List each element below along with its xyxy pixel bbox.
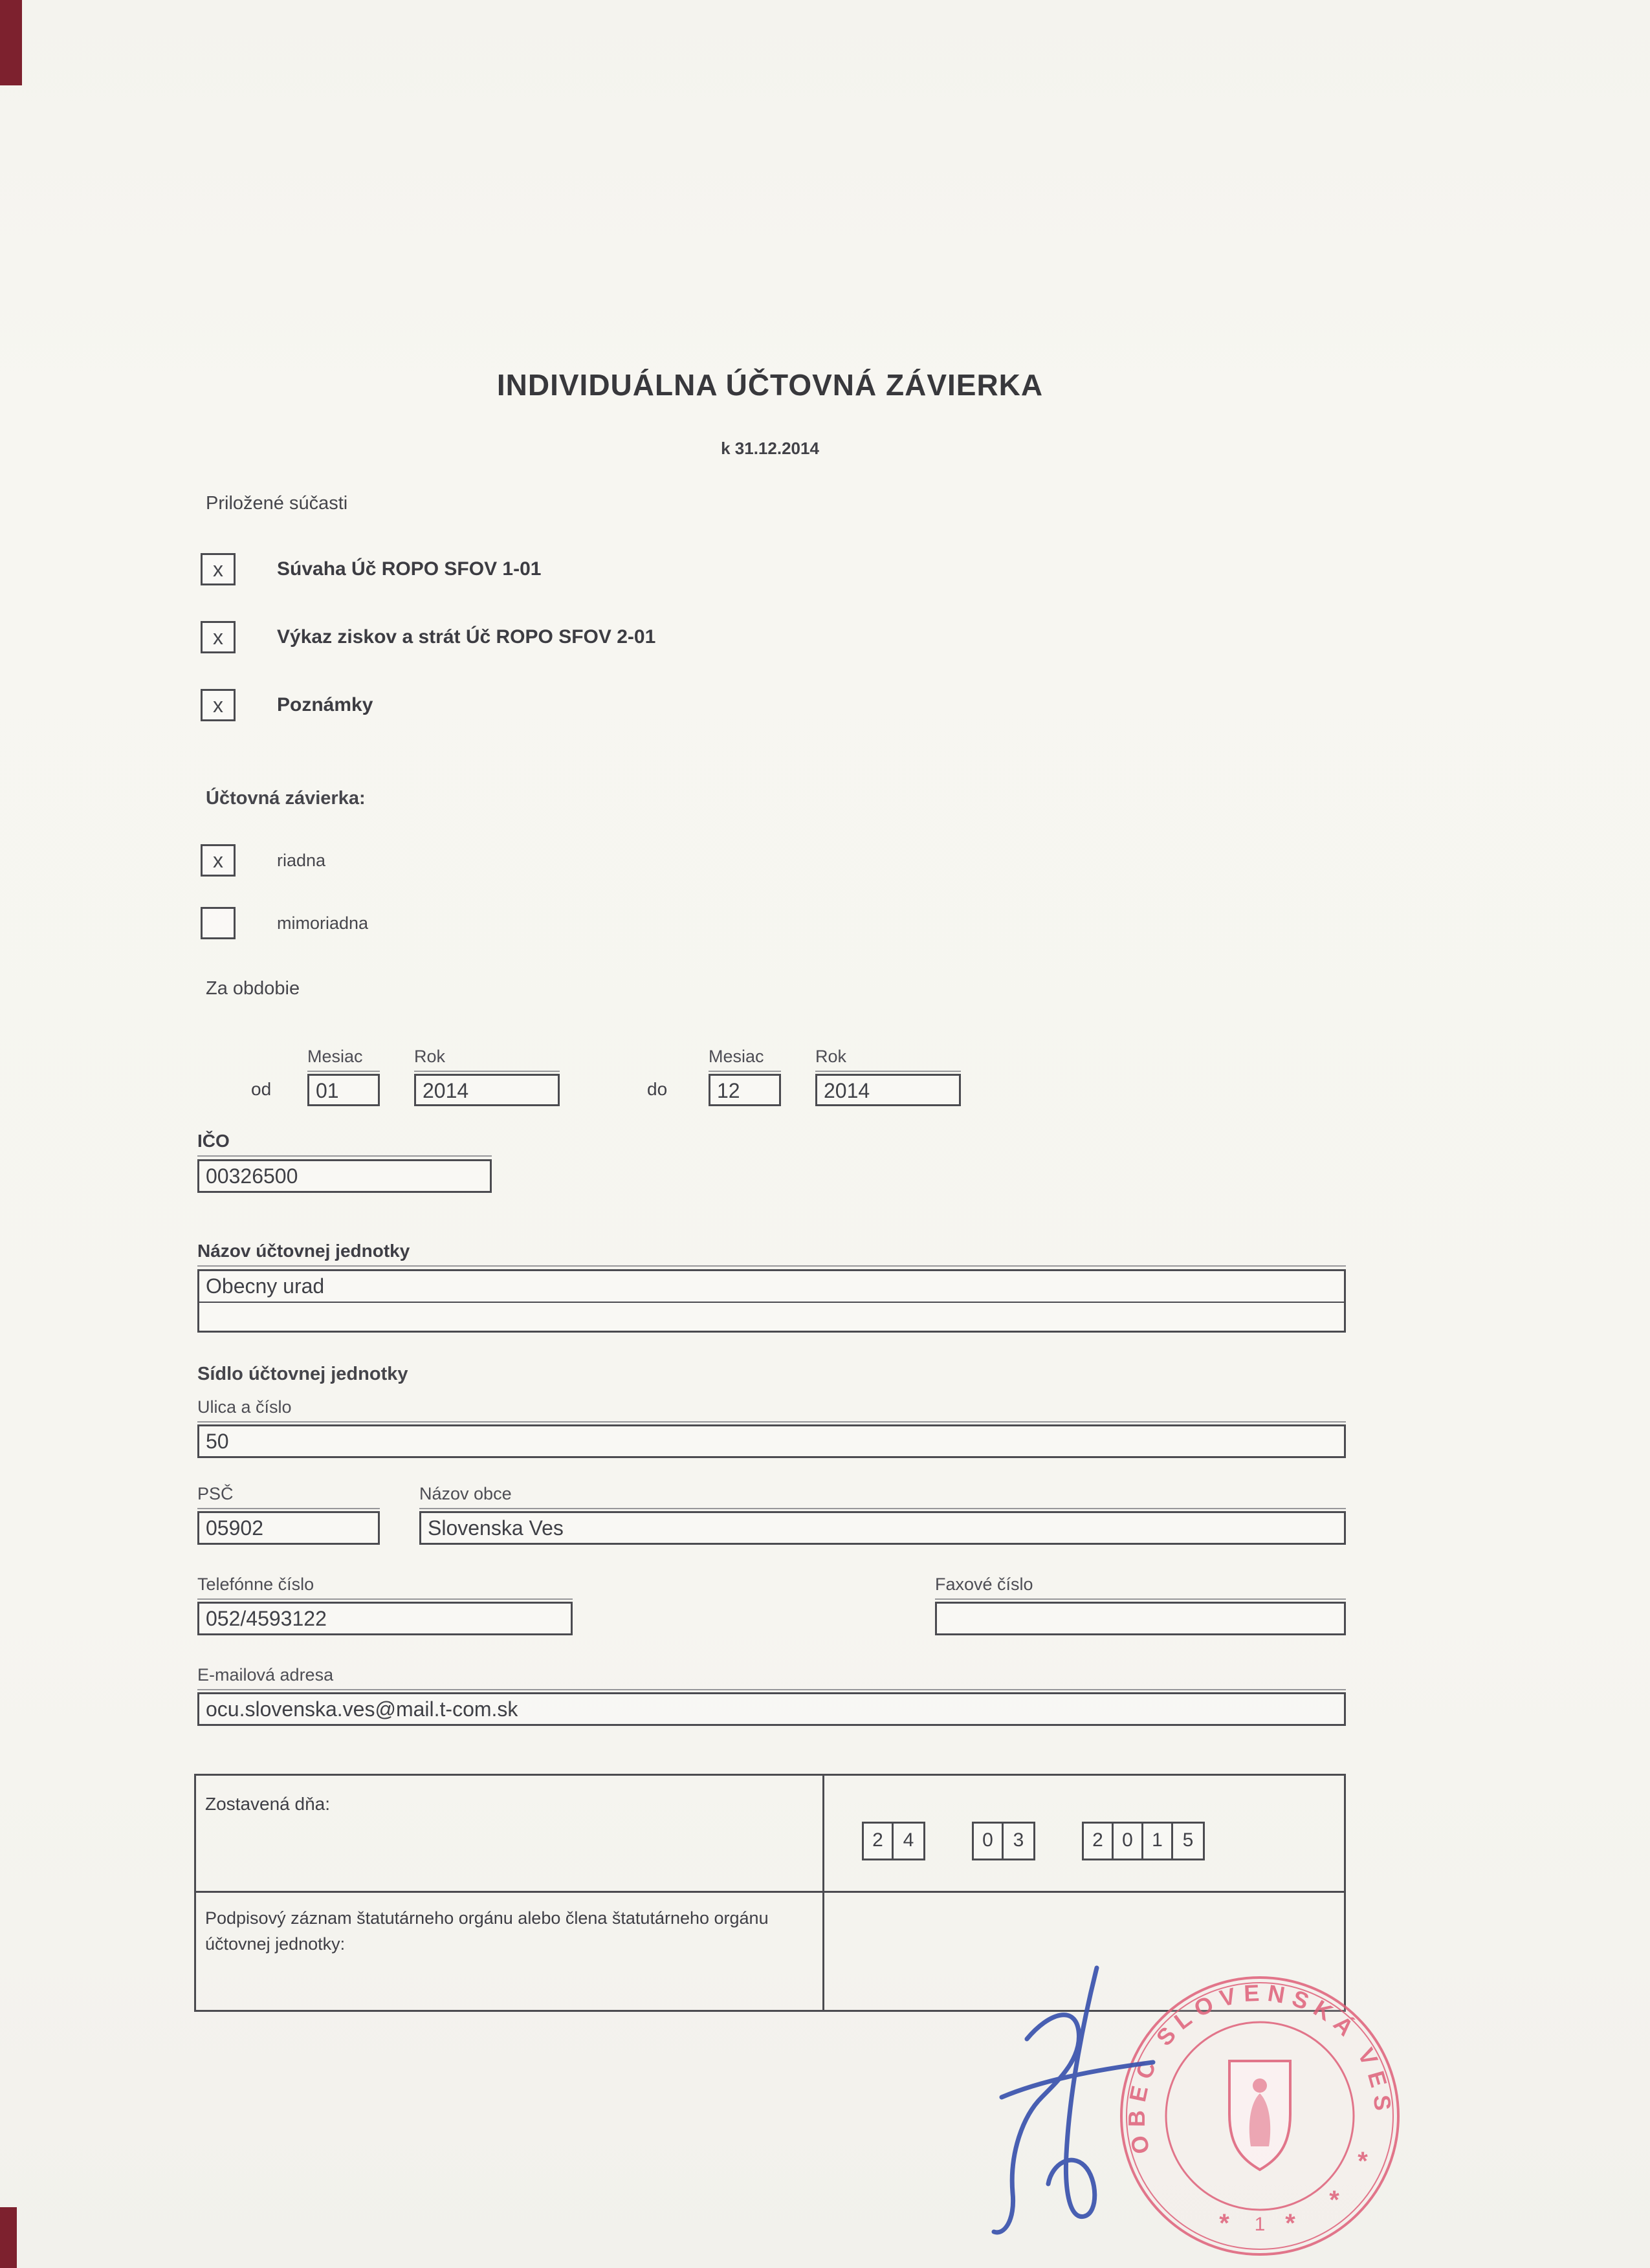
from-month-value: 01 (316, 1079, 339, 1102)
compiled-month-box (972, 1822, 1035, 1860)
scan-edge-artifact-top (0, 0, 22, 85)
phone-value: 052/4593122 (206, 1607, 327, 1630)
compiled-day-box (862, 1822, 925, 1860)
ico-field (197, 1159, 492, 1193)
stamp-star-icon: * (1358, 2147, 1368, 2175)
municipality-label: Názov obce (419, 1484, 1346, 1509)
street-field (197, 1424, 1346, 1458)
statement-row-mimoriadna (201, 907, 368, 939)
table-horizontal-divider (196, 1891, 1344, 1893)
period-heading: Za obdobie (206, 978, 300, 999)
entity-name-line2 (199, 1302, 1344, 1332)
stamp-star-icon: * (1329, 2186, 1339, 2214)
email-label: E-mailová adresa (197, 1665, 1346, 1690)
from-year-label: Rok (414, 1047, 560, 1072)
fax-label: Faxové číslo (935, 1575, 1346, 1600)
page-title: INDIVIDUÁLNA ÚČTOVNÁ ZÁVIERKA (496, 368, 1044, 402)
checkbox-mark: x (213, 626, 223, 649)
psc-field (197, 1511, 380, 1545)
entity-name-field (197, 1269, 1346, 1333)
checkbox-vykaz (201, 621, 236, 653)
stamp-figure-head (1253, 2078, 1267, 2093)
email-value: ocu.slovenska.ves@mail.t-com.sk (206, 1697, 518, 1721)
attachment-row-suvaha (201, 553, 541, 585)
ico-value: 00326500 (206, 1164, 298, 1188)
stamp-number: 1 (1254, 2214, 1266, 2235)
compiled-date-label: Zostavená dňa: (205, 1794, 331, 1814)
to-month-field (709, 1074, 781, 1106)
seat-heading: Sídlo účtovnej jednotky (197, 1364, 408, 1384)
entity-name-value: Obecny urad (206, 1274, 325, 1298)
checkbox-suvaha (201, 553, 236, 585)
from-month-field (307, 1074, 380, 1106)
to-month-value: 12 (717, 1079, 740, 1102)
day-digit-2: 4 (903, 1829, 914, 1851)
email-field (197, 1692, 1346, 1726)
street-label: Ulica a číslo (197, 1397, 1346, 1423)
to-year-value: 2014 (824, 1079, 870, 1102)
from-year-value: 2014 (423, 1079, 469, 1102)
year-digit-3: 1 (1143, 1824, 1173, 1859)
to-month-label: Mesiac (709, 1047, 781, 1072)
fax-field (935, 1602, 1346, 1635)
from-year-field (414, 1074, 560, 1106)
attachment-label: Výkaz ziskov a strát Úč ROPO SFOV 2-01 (277, 626, 656, 648)
stamp-star-icon: * (1219, 2209, 1229, 2238)
checkbox-mark: x (213, 558, 223, 581)
attachment-row-vykaz (201, 621, 655, 653)
statement-type-heading: Účtovná závierka: (206, 788, 366, 809)
statement-label: mimoriadna (277, 913, 369, 933)
municipality-value: Slovenska Ves (428, 1516, 564, 1540)
to-year-label: Rok (815, 1047, 961, 1072)
day-digit-1: 2 (864, 1824, 894, 1859)
period-from-word: od (251, 1079, 272, 1099)
checkbox-mimoriadna (201, 907, 236, 939)
checkbox-mark: x (213, 849, 223, 872)
stamp-star-icon: * (1285, 2209, 1295, 2238)
attachments-heading: Priložené súčasti (206, 493, 348, 514)
checkbox-poznamky (201, 689, 236, 721)
to-year-field (815, 1074, 961, 1106)
page-subtitle: k 31.12.2014 (721, 439, 819, 458)
signature (964, 1960, 1184, 2238)
street-value: 50 (206, 1430, 229, 1453)
signature-record-label: Podpisový záznam štatutárneho orgánu alebo člena štatutárneho orgánu účtovnej jednotky: (205, 1908, 769, 1954)
from-month-label: Mesiac (307, 1047, 380, 1072)
municipality-field (419, 1511, 1346, 1545)
phone-field (197, 1602, 573, 1635)
year-digit-1: 2 (1084, 1824, 1114, 1859)
stamp-ring-text: OBEC SLOVENSKÁ VES (1123, 1979, 1397, 2157)
month-digit-2: 3 (1013, 1829, 1024, 1851)
year-digit-2: 0 (1114, 1824, 1143, 1859)
year-digit-4: 5 (1182, 1829, 1194, 1851)
attachment-row-poznamky (201, 689, 373, 721)
scan-edge-artifact-bottom (0, 2207, 17, 2268)
table-vertical-divider (822, 1776, 824, 2010)
period-to-word: do (647, 1079, 668, 1099)
psc-label: PSČ (197, 1484, 380, 1509)
psc-value: 05902 (206, 1516, 263, 1540)
checkbox-mark: x (213, 693, 223, 717)
ico-label: IČO (197, 1131, 492, 1157)
entity-name-label: Názov účtovnej jednotky (197, 1241, 1346, 1267)
statement-label: riadna (277, 850, 326, 870)
attachment-label: Súvaha Úč ROPO SFOV 1-01 (277, 558, 542, 580)
compiled-year-box (1082, 1822, 1205, 1860)
checkbox-riadna (201, 844, 236, 877)
statement-row-riadna (201, 844, 325, 877)
attachment-label: Poznámky (277, 694, 373, 715)
month-digit-1: 0 (974, 1824, 1004, 1859)
phone-label: Telefónne číslo (197, 1575, 573, 1600)
